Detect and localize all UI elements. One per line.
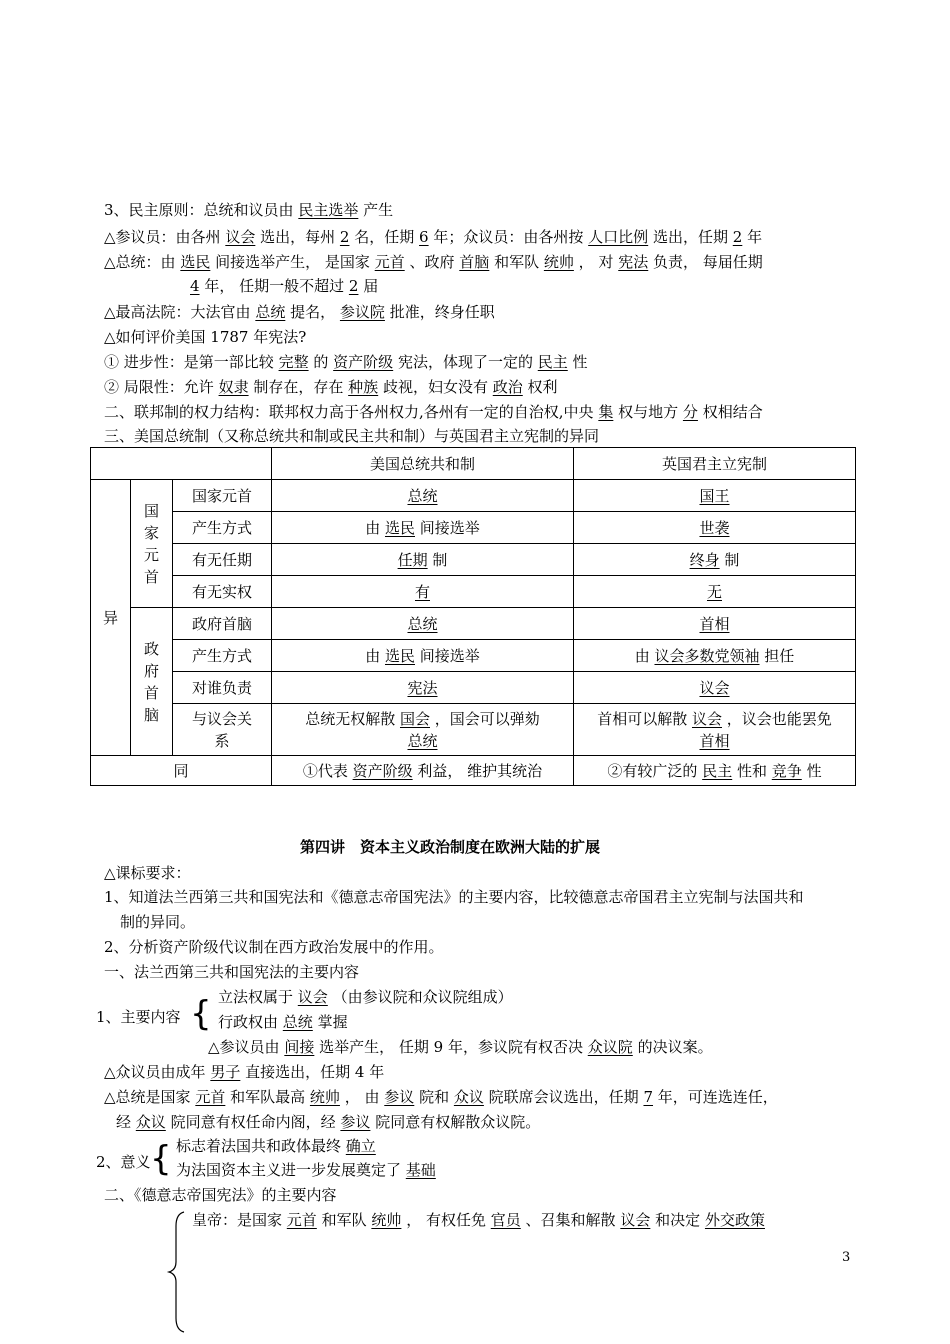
- senator-line: △参议员：由各州 议会 选出，每州 2 名，任期 6 年；众议员：由各州按 人口比例 选出，任期 2 年: [104, 228, 763, 246]
- row-label: 产生方式: [173, 640, 272, 672]
- requirement-2: 2、分析资产阶级代议制在西方政治发展中的作用。: [104, 938, 444, 956]
- header-uk: 英国君主立宪制: [574, 448, 856, 480]
- cell-us: 宪法: [272, 672, 574, 704]
- table-row: [91, 704, 856, 756]
- comparison-heading: 三、美国总统制（又称总统共和制或民主共和制）与英国君主立宪制的异同: [104, 427, 600, 445]
- legislative-line: 立法权属于 议会 （由参议院和众议院组成）: [218, 988, 513, 1006]
- president-line: △总统：由 选民 间接选举产生， 是国家 元首 、政府 首脑 和军队 统帅 ， 对 宪法 负责， 每届任期: [104, 253, 763, 271]
- executive-line: 行政权由 总统 掌握: [218, 1013, 348, 1031]
- table-row-same: [91, 756, 856, 786]
- page-number: 3: [842, 1250, 851, 1265]
- cell-us: 任期 制: [272, 544, 574, 576]
- left-brace-icon: {: [190, 994, 212, 1034]
- deputies-line: △众议员由成年 男子 直接选出，任期 4 年: [104, 1063, 385, 1081]
- french-president-line: △总统是国家 元首 和军队最高 统帅 ， 由 参议 院和 众议 院联席会议选出，任期 7 年，可连选连任，: [104, 1088, 778, 1106]
- cell-us: 由 选民 间接选举: [272, 512, 574, 544]
- cell-uk: ②有较广泛的 民主 性和 竞争 性: [574, 756, 856, 786]
- requirement-1: 1、知道法兰西第三共和国宪法和《德意志帝国宪法》的主要内容，比较德意志帝国君主立宪制与法国共和: [104, 888, 804, 906]
- table-row: [91, 512, 856, 544]
- group-head-gov: [131, 608, 173, 756]
- group-head-state: [131, 480, 173, 608]
- cell-us: 由 选民 间接选举: [272, 640, 574, 672]
- significance-2: 为法国资本主义进一步发展奠定了 基础: [176, 1161, 436, 1179]
- section-heading-1: 一、法兰西第三共和国宪法的主要内容: [104, 963, 360, 981]
- cell-uk: 无: [574, 576, 856, 608]
- cell-uk: 世袭: [574, 512, 856, 544]
- significance-label: 2、意义: [96, 1153, 151, 1171]
- row-label: 有无任期: [173, 544, 272, 576]
- table-row: [91, 608, 856, 640]
- header-blank: [91, 448, 272, 480]
- row-label: 与议会关系: [173, 704, 272, 756]
- senate-line: △参议员由 间接 选举产生， 任期 9 年，参议院有权否决 众议院 的决议案。: [208, 1038, 713, 1056]
- row-label: 对谁负责: [173, 672, 272, 704]
- comparison-table: [90, 447, 856, 786]
- table-row: [91, 544, 856, 576]
- requirements-label: △课标要求：: [104, 864, 191, 882]
- court-line: △最高法院：大法官由 总统 提名， 参议院 批准，终身任职: [104, 303, 495, 321]
- cell-us: 总统: [272, 608, 574, 640]
- significance-1: 标志着法国共和政体最终 确立: [176, 1137, 376, 1155]
- cell-uk: 由 议会多数党领袖 担任: [574, 640, 856, 672]
- large-brace-icon: [166, 1210, 188, 1334]
- president-term-line: 4 年， 任期一般不超过 2 届: [190, 277, 379, 295]
- section-heading-2: 二、《德意志帝国宪法》的主要内容: [104, 1186, 337, 1204]
- row-label: 有无实权: [173, 576, 272, 608]
- cell-uk: 终身 制: [574, 544, 856, 576]
- cell-uk: 首相: [574, 608, 856, 640]
- group-head-state-text: 国 家 元 首: [143, 501, 159, 586]
- left-brace-icon: {: [150, 1139, 172, 1179]
- cell-uk: 国王: [574, 480, 856, 512]
- table-row: [91, 672, 856, 704]
- cell-us: 总统无权解散 国会 ，国会可以弹劾 总统: [272, 704, 574, 756]
- row-label: 政府首脑: [173, 608, 272, 640]
- table-header-row: [91, 448, 856, 480]
- row-label: 产生方式: [173, 512, 272, 544]
- cell-us: 总统: [272, 480, 574, 512]
- header-us: 美国总统共和制: [272, 448, 574, 480]
- table-row: [91, 480, 856, 512]
- federal-line: 二、联邦制的权力结构：联邦权力高于各州权力,各州有一定的自治权,中央 集 权与地方 分 权相结合: [104, 403, 763, 421]
- progress-line: ① 进步性：是第一部比较 完整 的 资产阶级 宪法，体现了一定的 民主 性: [104, 353, 588, 371]
- emperor-line: 皇帝：是国家 元首 和军队 统帅 ， 有权任免 官员 、召集和解散 议会 和决定 外交政策: [192, 1211, 765, 1229]
- requirement-1-cont: 制的异同。: [120, 913, 196, 931]
- group-head-gov-text: 政 府 首 脑: [143, 639, 159, 724]
- principle-line: 3、民主原则：总统和议员由 民主选举 产生: [104, 201, 394, 219]
- evaluate-line: △如何评价美国 1787 年宪法?: [104, 328, 307, 346]
- french-president-cont: 经 众议 院同意有权任命内阁，经 参议 院同意有权解散众议院。: [116, 1113, 541, 1131]
- row-label: 国家元首: [173, 480, 272, 512]
- cell-us: ①代表 资产阶级 利益， 维护其统治: [272, 756, 574, 786]
- same-label: 同: [91, 756, 272, 786]
- lecture-title: 第四讲 资本主义政治制度在欧洲大陆的扩展: [300, 838, 601, 856]
- diff-label: 异: [91, 480, 131, 756]
- main-content-label: 1、主要内容: [96, 1008, 181, 1026]
- cell-uk: 首相可以解散 议会 ，议会也能罢免 首相: [574, 704, 856, 756]
- cell-us: 有: [272, 576, 574, 608]
- table-row: [91, 576, 856, 608]
- table-row: [91, 640, 856, 672]
- cell-uk: 议会: [574, 672, 856, 704]
- limitation-line: ② 局限性：允许 奴隶 制存在，存在 种族 歧视，妇女没有 政治 权利: [104, 378, 558, 396]
